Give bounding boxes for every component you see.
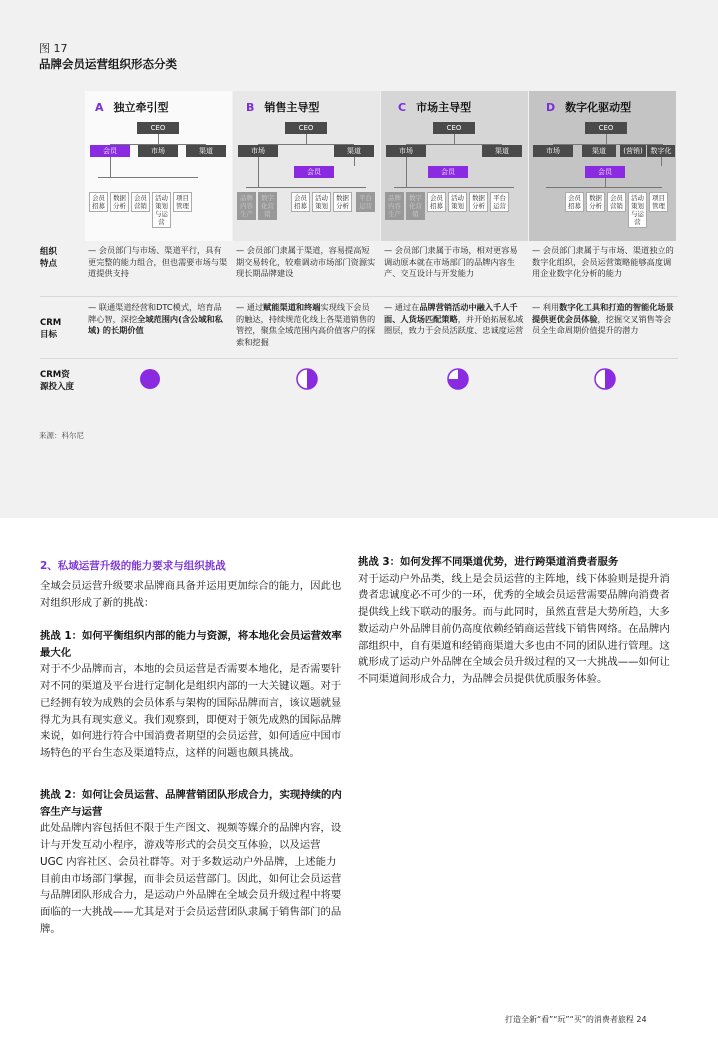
challenge-2-title: 挑战 2：如何让会员运营、品牌营销团队形成合力，实现持续的内容生产与运营 — [40, 789, 342, 818]
figure-number: 图 17 — [39, 42, 68, 55]
column-a-header: A 独立牵引型 — [95, 101, 169, 114]
challenge-3-title: 挑战 3：如何发挥不同渠道优势，进行跨渠道消费者服务 — [358, 556, 619, 568]
org-text: — 会员部门隶属于与市场、渠道独立的数字化组织，会员运营策略能够高度调用企业数字化分析的能力 — [532, 245, 674, 278]
sub-unit: 活动策划与运营 — [152, 192, 171, 228]
column-b-header: B 销售主导型 — [246, 101, 320, 114]
sub-unit: 项目管理 — [649, 192, 668, 212]
sub-unit: 活动策划 — [448, 192, 467, 212]
org-text: — 会员部门隶属于市场，相对更容易调动原本就在市场部门的品牌内容生产、交互设计与开发能力 — [384, 245, 518, 278]
crm-text: — 通过在品牌营销活动中融入千人千面、人货场匹配策略，并开始拓展私域圈层，致力于会员活跃度、忠诚度运营 — [384, 302, 524, 335]
challenge-3-body: 对于运动户外品类，线上是会员运营的主阵地，线下体验则是提升消费者忠诚度必不可少的一环，优秀的全域会员运营需要品牌向消费者提供线上线下联动的服务。而与此同时，虽然直营是大势所趋，大多数运动户外品牌目前仍高度依赖经销商运营线下销售网络。在品牌内部组织中，自有渠道和经销商渠道大多也由不同的团队进行管理。这就形成了运动户外品牌在全域会员升级过程的又一大挑战——如何让不同渠道间形成合力，为品牌会员提供优质服务体验。 — [358, 572, 670, 685]
market-box: 市场 — [238, 145, 278, 157]
market-box: 市场 — [386, 145, 426, 157]
member-box: 会员 — [90, 145, 130, 157]
row-label-org: 组织 特点 — [40, 247, 58, 269]
sub-unit: 数字化营销 — [258, 192, 277, 220]
column-d-header: D 数字化驱动型 — [546, 101, 632, 114]
crm-text: — 利用数字化工具和打造的智能化场景提供更优会员体验，挖掘交叉销售等会员全生命周期价值提升的潜力 — [532, 302, 674, 335]
investment-pie-a — [139, 368, 161, 390]
sub-unit: 品牌内容生产 — [237, 192, 256, 220]
org-text: — 会员部门隶属于渠道，容易提高短期交易转化，较难调动市场部门资源实现长期品牌建设 — [236, 245, 376, 278]
channel-box: 渠道 — [482, 145, 522, 157]
sub-unit: 会员营销 — [607, 192, 626, 212]
channel-box: 渠道 — [334, 145, 374, 157]
investment-pie-c — [447, 368, 469, 390]
channel-box: 渠道 — [186, 145, 226, 157]
marketing-box: (营销) — [620, 145, 646, 157]
sub-unit: 项目管理 — [173, 192, 192, 212]
intro-paragraph: 全域会员运营升级要求品牌商具备并运用更加综合的能力，因此也对组织形成了新的挑战： — [40, 580, 342, 609]
row-label-crm: CRM 目标 — [40, 318, 62, 340]
member-box: 会员 — [585, 166, 625, 178]
page-footer: 打造全新“看”“玩”“买”的消费者旅程 24 — [505, 1015, 647, 1024]
sub-unit: 会员招募 — [89, 192, 108, 212]
challenge-1-title: 挑战 1：如何平衡组织内部的能力与资源，将本地化会员运营效率最大化 — [40, 630, 342, 659]
challenge-1-body: 对于不少品牌而言，本地的会员运营是否需要本地化，是否需要针对不同的渠道及平台进行定制化是组织内部的一大关键议题。对于已经拥有较为成熟的会员体系与架构的国际品牌而言，该议题就显得尤为具有现实意义。我们观察到，即便对于领先成熟的国际品牌来说，如何进行符合中国消费者期望的会员运营，如何适应中国市场特色的平台生态及渠道特点，这样的问题也颇具挑战。 — [40, 663, 342, 759]
row-divider — [40, 358, 678, 359]
digital-box: 数字化 — [647, 145, 675, 157]
row-divider — [40, 296, 678, 297]
sub-unit: 会员招募 — [291, 192, 310, 212]
figure-title: 品牌会员运营组织形态分类 — [39, 57, 177, 71]
crm-text: — 联通渠道经营和DTC模式，培育品牌心智，深挖全域范围内(含公域和私域) 的长期价值 — [88, 302, 223, 335]
sub-unit: 活动策划与运营 — [628, 192, 647, 228]
sub-unit: 数据分析 — [110, 192, 129, 212]
row-label-investment: CRM资 源投入度 — [40, 370, 75, 392]
sub-unit: 数据分析 — [333, 192, 352, 212]
figure-source: 来源：科尔尼 — [39, 431, 84, 440]
channel-box: 渠道 — [582, 145, 616, 157]
challenge-1 — [40, 628, 345, 762]
ceo-box: CEO — [433, 122, 475, 134]
member-box: 会员 — [428, 166, 468, 178]
challenge-2-body: 此处品牌内容包括但不限于生产图文、视频等媒介的品牌内容，设计与开发互动小程序，游戏等形式的会员交互体验，以及运营 UGC 内容社区、会员社群等。对于多数运动户外品牌，上述能力目前由市场部门掌握，而非会员运营部门。因此，如何让会员运营与品牌团队形成合力，是运动户外品牌在全域会员升级过程中将要面临的一大挑战——尤其是对于会员运营团队隶属于销售部门的品牌。 — [40, 822, 342, 935]
section-title: 2、私域运营升级的能力要求与组织挑战 — [40, 560, 226, 572]
crm-text: — 通过赋能渠道和终端实现线下会员的触达，持续规范化线上各渠道销售的管控，聚焦全域范围内高价值客户的探索和挖掘 — [236, 302, 376, 347]
sub-unit: 会员招募 — [427, 192, 446, 212]
sub-unit: 平台运营 — [490, 192, 509, 212]
sub-unit: 平台运营 — [356, 192, 375, 212]
market-box: 市场 — [138, 145, 178, 157]
ceo-box: CEO — [137, 122, 179, 134]
investment-pie-b — [296, 368, 318, 390]
sub-unit: 品牌内容生产 — [385, 192, 404, 220]
challenge-2 — [40, 787, 345, 937]
ceo-box: CEO — [285, 122, 327, 134]
sub-unit: 数据分析 — [469, 192, 488, 212]
org-text: — 会员部门与市场、渠道平行，具有更完整的能力组合，但也需要市场与渠道提供支持 — [88, 245, 228, 278]
ceo-box: CEO — [585, 122, 627, 134]
sub-unit: 会员营销 — [131, 192, 150, 212]
investment-pie-d — [594, 368, 616, 390]
sub-unit: 数据分析 — [586, 192, 605, 212]
sub-unit: 活动策划 — [312, 192, 331, 212]
column-c-header: C 市场主导型 — [398, 101, 472, 114]
market-box: 市场 — [533, 145, 573, 157]
sub-unit: 会员招募 — [565, 192, 584, 212]
sub-unit: 数字化营销 — [406, 192, 425, 220]
member-box: 会员 — [294, 166, 334, 178]
challenge-3 — [358, 554, 678, 688]
